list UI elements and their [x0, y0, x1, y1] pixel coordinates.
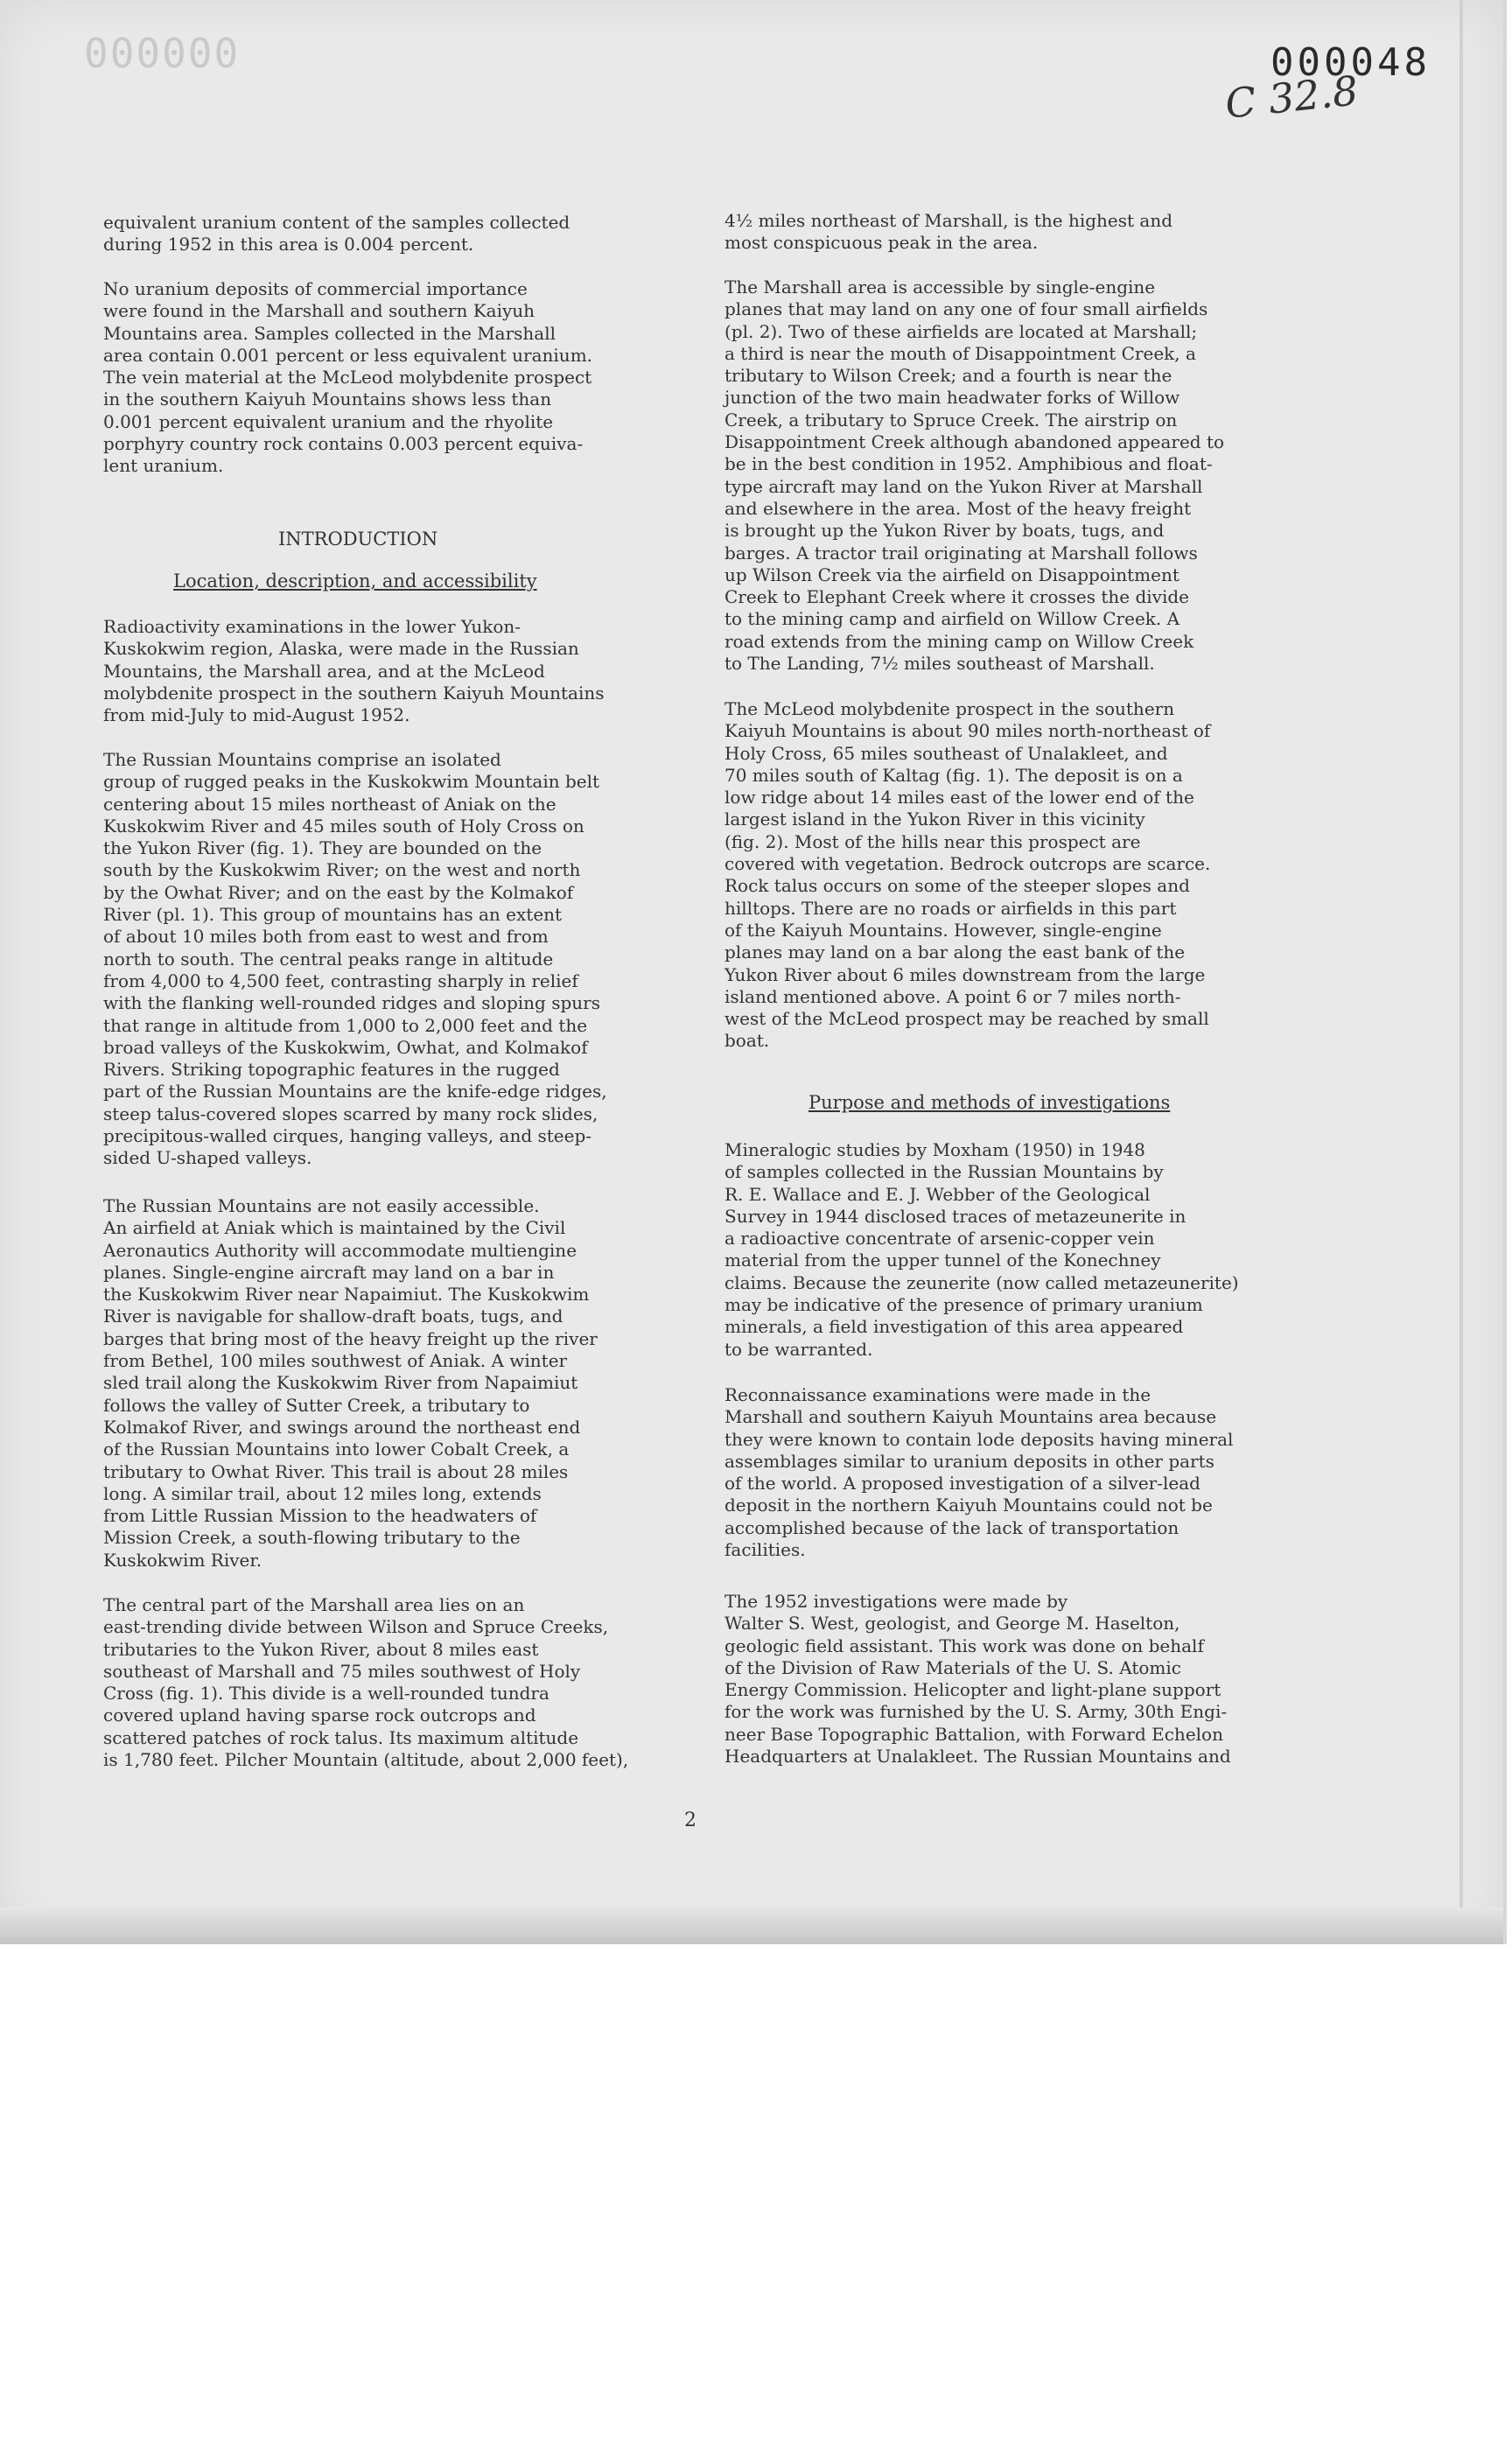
subsection-heading: Purpose and methods of investigations [808, 1092, 1171, 1113]
paragraph: Mineralogic studies by Moxham (1950) in 1948 of samples collected in the Russian Mountains by R. E. Wallace and E. J. Webber of the Geological Survey in 1944 disclosed traces of metazeunerite in a radioactive concentrate of arsenic-copper vein material from the upper tunnel of the Konechney claims. Because the zeunerite (now called metazeunerite) may be indicative of the presence of primary uranium minerals, a field investigation of this area appeared to be warranted. [724, 1139, 1239, 1360]
paragraph: The Russian Mountains comprise an isolated group of rugged peaks in the Kuskokwim Mountain belt centering about 15 miles northeast of Aniak on the Kuskokwim River and 45 miles south of Holy Cross on the Yukon River (fig. 1). They are bounded on the south by the Kuskokwim River; on the west and north by the Owhat River; and on the east by the Kolmakof River (pl. 1). This group of mountains has an extent of about 10 miles both from east to west and from north to south. The central peaks range in altitude from 4,000 to 4,500 feet, contrasting sharply in relief with the flanking well-rounded ridges and sloping spurs that range in altitude from 1,000 to 2,000 feet and the broad valleys of the Kuskokwim, Owhat, and Kolmakof Rivers. Striking topographic features in the rugged part of the Russian Mountains are the knife-edge ridges, steep talus-covered slopes scarred by many rock slides, precipitous-walled cirques, hanging valleys, and steep- sided U-shaped valleys. [103, 749, 607, 1169]
page-bottom-edge [0, 1908, 1503, 1944]
faint-stamp-number: 000000 [84, 30, 241, 77]
section-heading: INTRODUCTION [278, 528, 438, 550]
page-number: 2 [684, 1810, 696, 1831]
page-edge-shadow [1460, 0, 1463, 1908]
paragraph: The Russian Mountains are not easily accessible. An airfield at Aniak which is maintained by the Civil Aeronautics Authority will accommodate multiengine planes. Single-engine aircraft may land on a bar in the Kuskokwim River near Napaimiut. The Kuskokwim River is navigable for shallow-draft boats, tugs, and barges that bring most of the heavy freight up the river from Bethel, 100 miles southwest of Aniak. A winter sled trail along the Kuskokwim River from Napaimiut follows the valley of Sutter Creek, a tributary to Kolmakof River, and swings around the northeast end of the Russian Mountains into lower Cobalt Creek, a tributary to Owhat River. This trail is about 28 miles long. A similar trail, about 12 miles long, extends from Little Russian Mission to the headwaters of Mission Creek, a south-flowing tributary to the Kuskokwim River. [103, 1195, 598, 1571]
paragraph: Radioactivity examinations in the lower Yukon- Kuskokwim region, Alaska, were made in the Russian Mountains, the Marshall area, and at the McLeod molybdenite prospect in the southern Kaiyuh Mountains from mid-July to mid-August 1952. [103, 616, 605, 726]
paragraph: 4½ miles northeast of Marshall, is the highest and most conspicuous peak in the area. [724, 210, 1173, 254]
subsection-heading: Location, description, and accessibility [173, 570, 537, 592]
paragraph: equivalent uranium content of the samples collected during 1952 in this area is 0.004 percent. [103, 212, 570, 256]
paragraph: No uranium deposits of commercial importance were found in the Marshall and southern Kaiyuh Mountains area. Samples collected in the Marshall area contain 0.001 percent or less equivalent uranium. The vein material at the McLeod molybdenite prospect in the southern Kaiyuh Mountains shows less than 0.001 percent equivalent uranium and the rhyolite porphyry country rock contains 0.003 percent equiva- lent uranium. [103, 278, 593, 477]
document-number: 000048 [1270, 40, 1431, 85]
handwritten-note: C 32.8 [1222, 66, 1361, 128]
paragraph: Reconnaissance examinations were made in the Marshall and southern Kaiyuh Mountains area because they were known to contain lode deposits having mineral assemblages similar to uranium deposits in other parts of the world. A proposed investigation of a silver-lead deposit in the northern Kaiyuh Mountains could not be accomplished because of the lack of transportation facilities. [724, 1384, 1234, 1561]
paragraph: The Marshall area is accessible by single-engine planes that may land on any one of four small airfields (pl. 2). Two of these airfields are located at Marshall; a third is near the mouth of Disappointment Creek, a tributary to Wilson Creek; and a fourth is near the junction of the two main headwater forks of Willow Creek, a tributary to Spruce Creek. The airstrip on Disappointment Creek although abandoned appeared to be in the best condition in 1952. Amphibious and float- type aircraft may land on the Yukon River at Marshall and elsewhere in the area. Most of the heavy freight is brought up the Yukon River by boats, tugs, and barges. A tractor trail originating at Marshall follows up Wilson Creek via the airfield on Disappointment Creek to Elephant Creek where it crosses the divide to the mining camp and airfield on Willow Creek. A road extends from the mining camp on Willow Creek to The Landing, 7½ miles southeast of Marshall. [724, 276, 1225, 675]
paragraph: The central part of the Marshall area lies on an east-trending divide between Wilson and Spruce Creeks, tributaries to the Yukon River, about 8 miles east southeast of Marshall and 75 miles southwest of Holy Cross (fig. 1). This divide is a well-rounded tundra covered upland having sparse rock outcrops and scattered patches of rock talus. Its maximum altitude is 1,780 feet. Pilcher Mountain (altitude, about 2,000 feet), [103, 1594, 629, 1771]
paragraph: The 1952 investigations were made by Walter S. West, geologist, and George M. Haselton, geologic field assistant. This work was done on behalf of the Division of Raw Materials of the U. S. Atomic Energy Commission. Helicopter and light-plane support for the work was furnished by the U. S. Army, 30th Engi- neer Base Topographic Battalion, with Forward Echelon Headquarters at Unalakleet. The Russian Mountains and [724, 1591, 1231, 1768]
paragraph: The McLeod molybdenite prospect in the southern Kaiyuh Mountains is about 90 miles north-northeast of Holy Cross, 65 miles southeast of Unalakleet, and 70 miles south of Kaltag (fig. 1). The deposit is on a low ridge about 14 miles east of the lower end of the largest island in the Yukon River in this vicinity (fig. 2). Most of the hills near this prospect are covered with vegetation. Bedrock outcrops are scarce. Rock talus occurs on some of the steeper slopes and hilltops. There are no roads or airfields in this part of the Kaiyuh Mountains. However, single-engine planes may land on a bar along the east bank of the Yukon River about 6 miles downstream from the large island mentioned above. A point 6 or 7 miles north- west of the McLeod prospect may be reached by small boat. [724, 698, 1211, 1052]
